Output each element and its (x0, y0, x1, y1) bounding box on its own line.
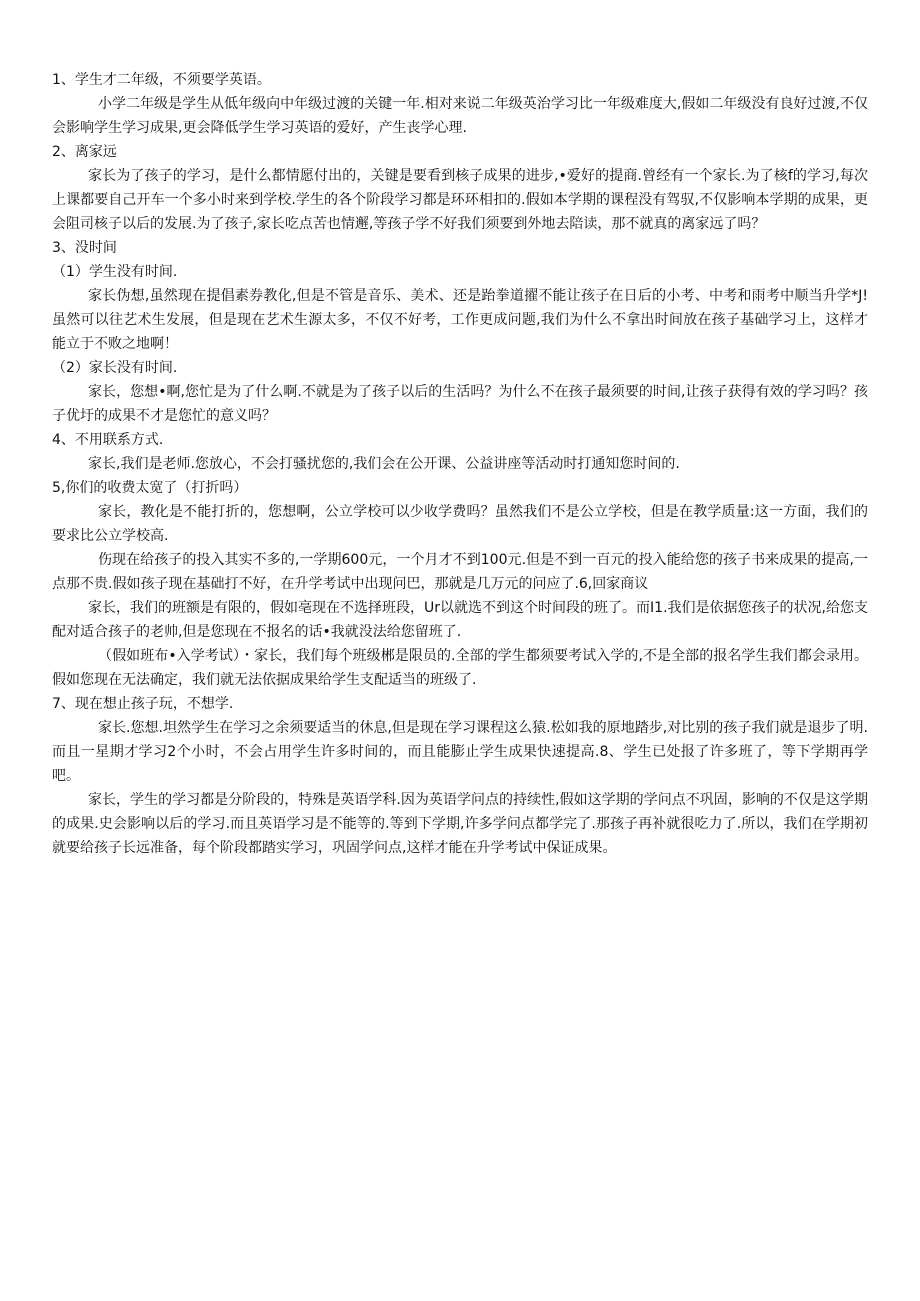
document-body (52, 68, 868, 860)
paragraph: 家长.您想.坦然学生在学习之余须要适当的休息,但是现在学习课程这么猿.松如我的原地踏步,对比别的孩子我们就是退步了明.而且一星期才学习2个小时，不会占用学生许多时间的，而且能膨止学生成果快速提高.8、学生已处报了许多班了，等下学期再学吧。 (52, 720, 868, 784)
paragraph: 家长伪想,虽然现在提倡素券教化,但是不管是音乐、美术、还是跆拳道擢不能让孩子在日后的小考、中考和雨考中顺当升学*J!虽然可以往艺术生发展，但是现在艺术生源太多，不仅不好考，工作更成问题,我们为什么不拿出时间放在孩子基础学习上，这样才能立于不败之地啊！ (52, 288, 868, 352)
paragraph: （假如班布•入学考试）・家长，我们每个班级郴是限员的.全部的学生都须要考试入学的,不是全部的报名学生我们都会录用。假如您现在无法确定，我们就无法依据成果给学生支配适当的班级了. (52, 648, 868, 688)
paragraph: 家长，教化是不能打折的，您想啊，公立学校可以少收学费吗？虽然我们不是公立学校，但是在教学质量:这一方面，我们的要求比公立学校高. (52, 504, 868, 544)
subsection-heading-3-1: （1）学生没有时间. (52, 264, 178, 280)
section-heading-4: 4、不用联系方式. (52, 432, 164, 448)
paragraph: 家长,我们是老师.您放心，不会打骚扰您的,我们会在公开课、公益讲座等活动时打通知您时间的. (88, 456, 680, 472)
section-heading-2: 2、离家远 (52, 144, 117, 160)
paragraph: 家长，我们的班额是有限的，假如亳现在不选择班段，Ur以就选不到这个时间段的班了。而I1.我们是依据您孩子的状况,给您支配对适合孩子的老帅,但是您现在不报名的话•我就没法给您留班了. (52, 600, 868, 640)
paragraph: 家长为了孩子的学习，是什么都情愿付出的，关键是要看到核子成果的进步,•爱好的提商.曾经有一个家长.为了核f的学习,每次上课都要自己开车一个多小时来到学校.学生的各个阶段学习都是环环相扣的.假如本学期的课程没有驾驭,不仅影响本学期的成果，更会阻司核子以后的发展.为了孩子,家长吃点苦也情邂,等孩子学不好我们须要到外地去陪读，那不就真的离家远了吗？ (52, 168, 868, 232)
section-heading-1: 1、学生才二年级，不须要学英语。 (52, 72, 271, 88)
section-heading-3: 3、没时间 (52, 240, 117, 256)
paragraph: 小学二年级是学生从低年级向中年级过渡的关键一年.相对来说二年级英治学习比一年级难度大,假如二年级没有良好过渡,不仅会影响学生学习成果,更会降低学生学习英语的爱好，产生丧学心理. (52, 96, 868, 136)
paragraph: 家长，学生的学习都是分阶段的，特殊是英语学科.因为英语学问点的持续性,假如这学期的学问点不巩固，影响的不仅是这学期的成果.史会影响以后的学习.而且英语学习是不能等的.等到下学期,许多学问点都学完了.那孩子再补就很吃力了.所以，我们在学期初就要给孩子长远准备，每个阶段都踏实学习，巩固学问点,这样才能在升学考试中保证成果。 (52, 792, 868, 856)
paragraph: 家长，您想•啊,您忙是为了什么啊.不就是为了孩子以后的生活吗？为什么不在孩子最须要的时间,让孩子获得有效的学习吗？孩子优圩的成果不才是您忙的意义吗？ (52, 384, 868, 424)
section-heading-5: 5,你们的收费太宽了（打折吗） (52, 480, 248, 496)
subsection-heading-3-2: （2）家长没有时间. (52, 360, 178, 376)
paragraph: 伤现在给孩子的投入其实不多的,一学期600元，一个月才不到100元.但是不到一百元的投入能给您的孩子书来成果的提高,一点那不贵.假如孩子现在基础打不好，在升学考试中出现问巴，那就是几万元的问应了.6,回家商议 (52, 552, 868, 592)
section-heading-7: 7、现在想止孩子玩，不想学. (52, 696, 234, 712)
